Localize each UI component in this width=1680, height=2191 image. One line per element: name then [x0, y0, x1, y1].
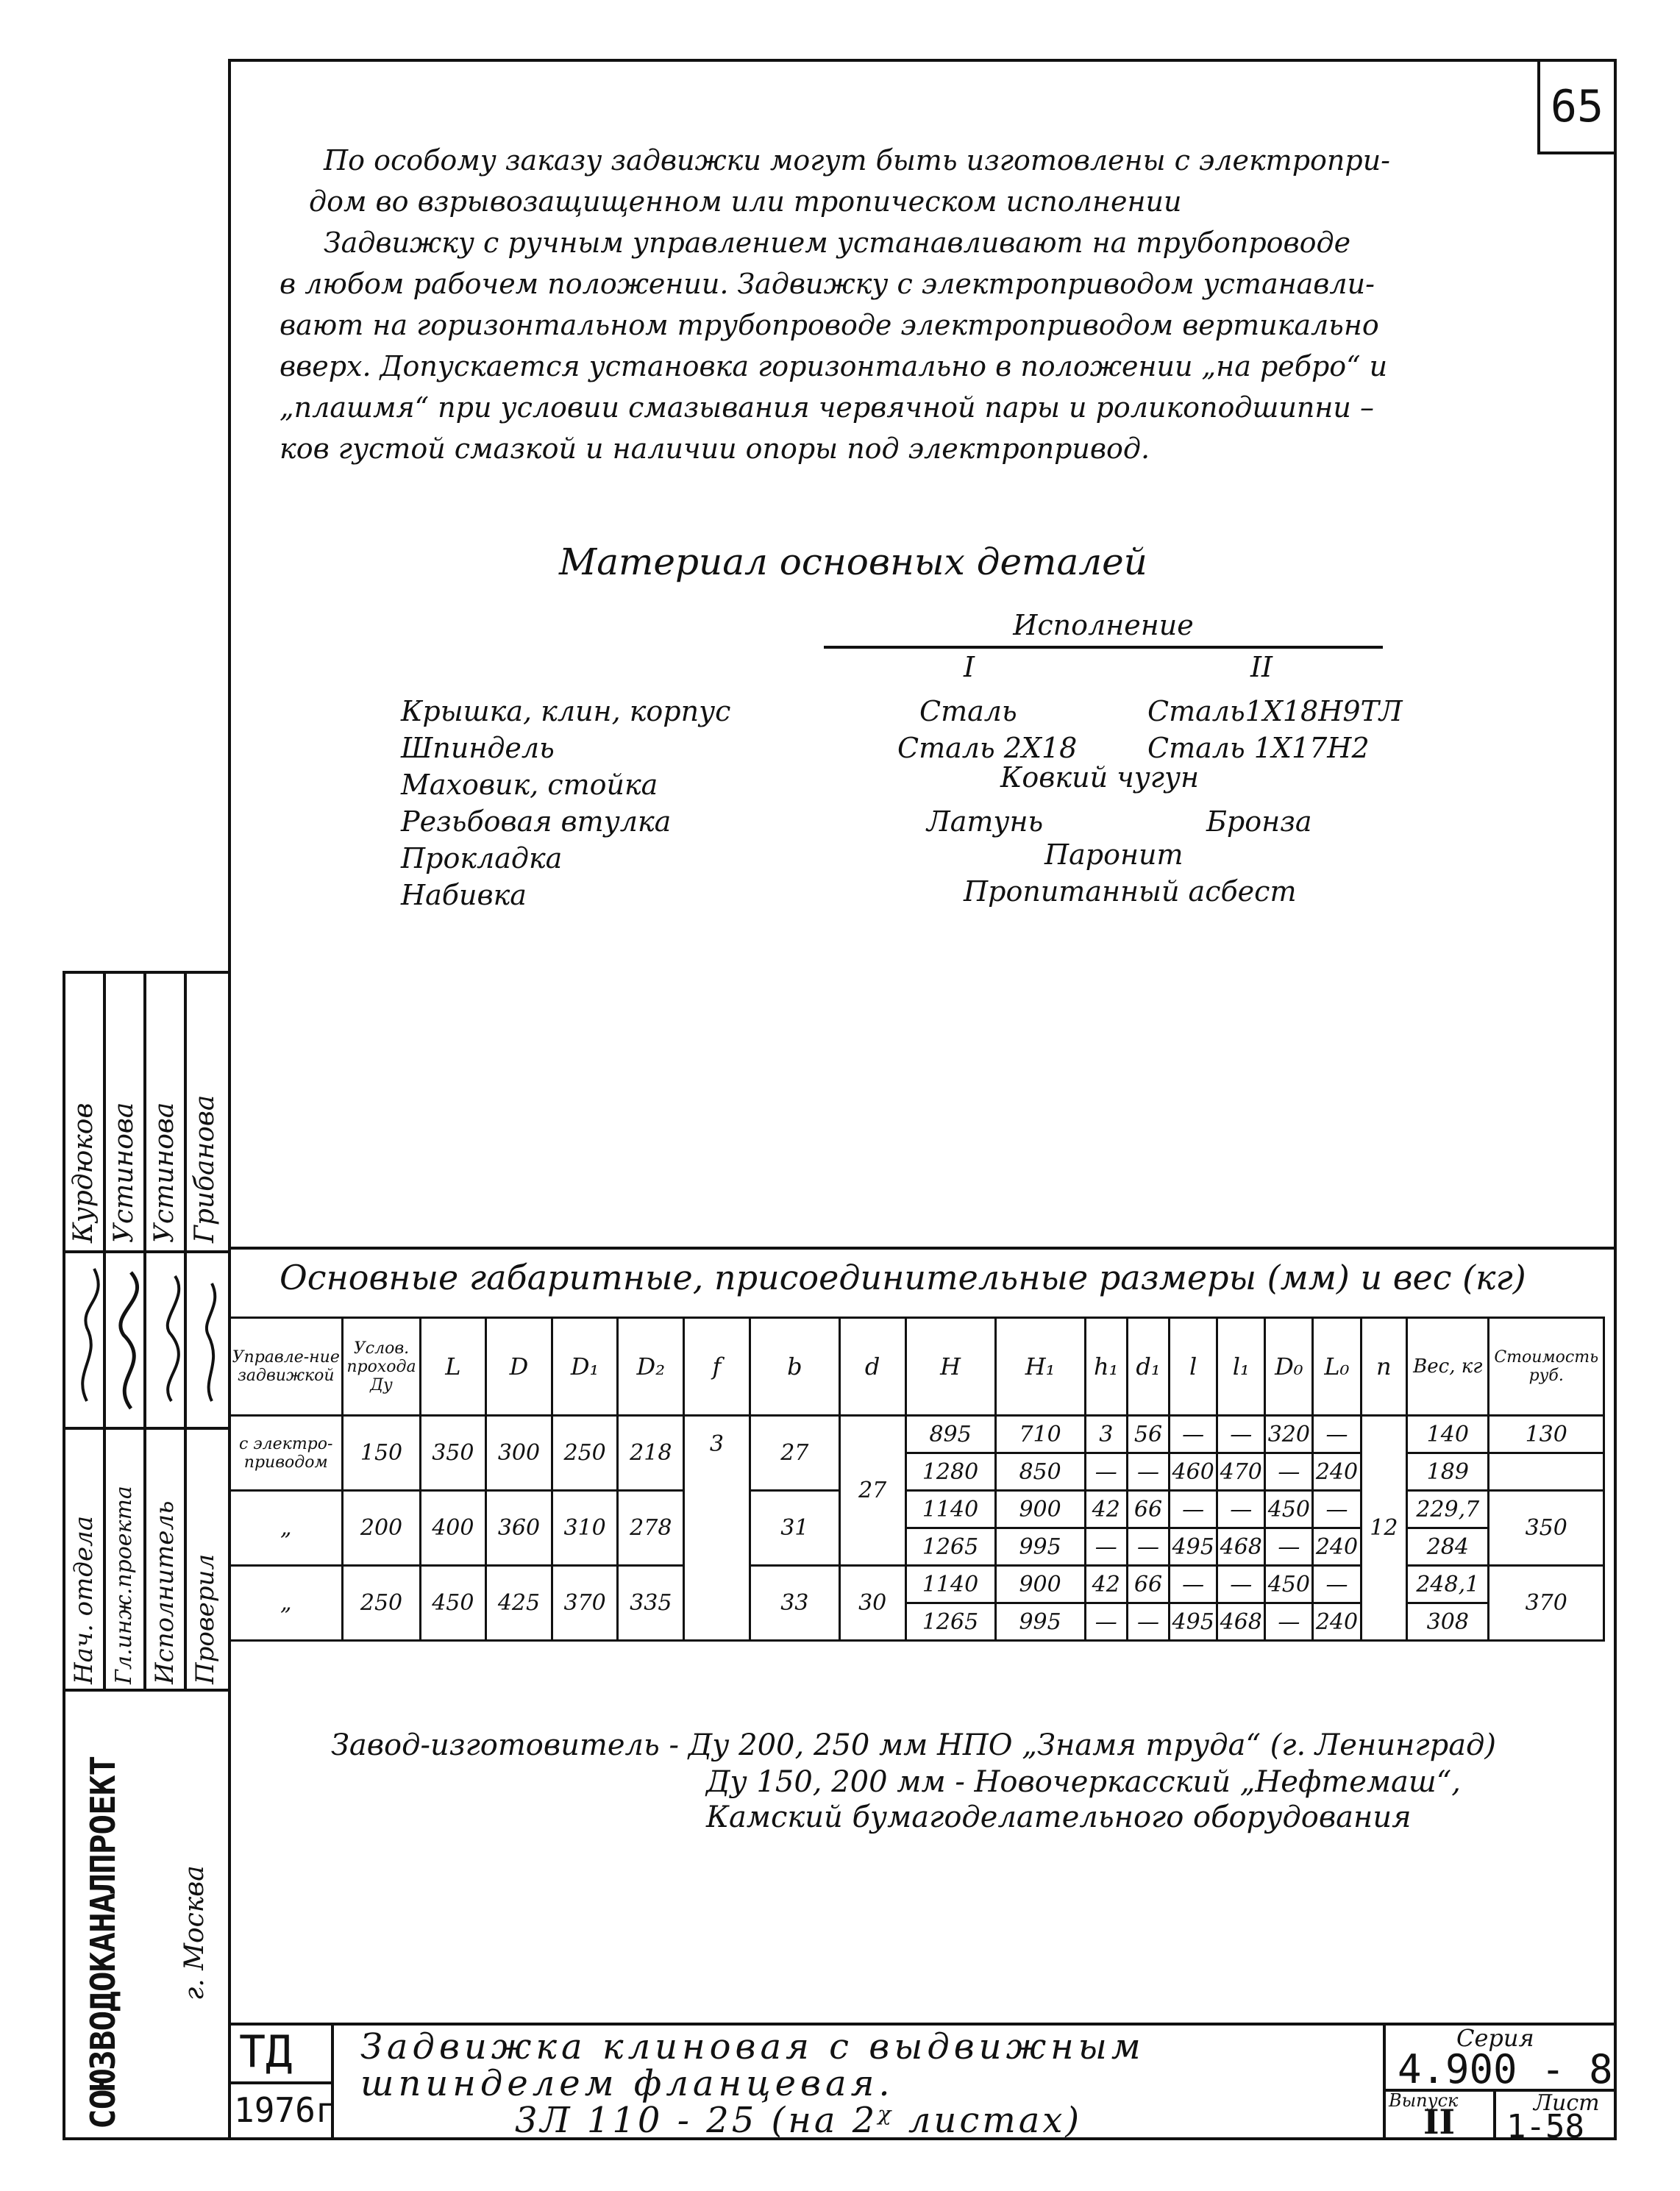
cell-h1: 3	[1085, 1416, 1127, 1453]
cell-weight: 284	[1407, 1528, 1489, 1566]
cell-l1: —	[1217, 1491, 1265, 1528]
cell-weight: 140	[1407, 1416, 1489, 1453]
cell-control: „	[229, 1566, 343, 1641]
th-D: D	[486, 1318, 552, 1416]
cell-l1: —	[1217, 1416, 1265, 1453]
dimensions-table	[228, 1317, 1605, 1642]
th-D2: D₂	[618, 1318, 684, 1416]
stamp-divider	[1493, 2089, 1496, 2140]
th-l1: l₁	[1217, 1318, 1265, 1416]
material-both: Пропитанный асбест	[964, 875, 1297, 908]
cell-d: 27	[839, 1416, 905, 1566]
cell-L0: 240	[1313, 1528, 1361, 1566]
manufacturer-line-1: Завод-изготовитель - Ду 200, 250 мм НПО „Знамя труда“ (г. Ленинград)	[331, 1728, 1497, 1762]
note-line: „плашмя“ при условии смазывания червячной пары и роликоподшипни –	[280, 391, 1374, 424]
note-line: Задвижку с ручным управлением устанавливают на трубопроводе	[324, 227, 1351, 259]
cell-D1: 250	[552, 1416, 618, 1491]
stamp-rule	[228, 2081, 332, 2084]
material-both: Ковкий чугун	[1000, 761, 1200, 794]
cell-d1: —	[1127, 1603, 1169, 1641]
cell-cost: 350	[1489, 1491, 1604, 1566]
material-part: Маховик, стойка	[401, 769, 658, 801]
cell-L0: 240	[1313, 1603, 1361, 1641]
cell-L0: 240	[1313, 1453, 1361, 1491]
series-label: Серия	[1456, 2024, 1534, 2052]
sig-rule	[63, 1250, 231, 1253]
stamp-title-1: Задвижка клиновая с выдвижным	[360, 2026, 1145, 2067]
dims-title: Основные габаритные, присоединительные размеры (мм) и вес (кг)	[280, 1258, 1526, 1297]
cell-h1: 42	[1085, 1566, 1127, 1603]
cell-weight: 229,7	[1407, 1491, 1489, 1528]
th-l: l	[1170, 1318, 1217, 1416]
cell-b: 27	[750, 1416, 839, 1491]
th-D0: D₀	[1265, 1318, 1313, 1416]
cell-L: 400	[420, 1491, 486, 1566]
cell-d: 30	[839, 1566, 905, 1641]
dims-top-rule	[228, 1247, 1617, 1250]
cell-D0: 320	[1265, 1416, 1313, 1453]
series-value: 4.900 - 8	[1398, 2046, 1613, 2092]
stamp-divider	[1383, 2023, 1386, 2140]
th-b: b	[750, 1318, 839, 1416]
stamp-top-rule	[228, 2023, 1617, 2026]
stamp-title-3: 3Л 110 - 25 (на 2ᵡ листах)	[515, 2100, 1083, 2141]
cell-H: 1265	[905, 1528, 995, 1566]
cell-D0: 450	[1265, 1566, 1313, 1603]
cell-control: с электро-приводом	[229, 1416, 343, 1491]
cell-D2: 335	[618, 1566, 684, 1641]
materials-header: Исполнение	[824, 609, 1383, 649]
sig-role: Нач. отдела	[69, 1516, 99, 1684]
cell-D1: 370	[552, 1566, 618, 1641]
cell-d1: 66	[1127, 1491, 1169, 1528]
sig-rule	[63, 1427, 231, 1430]
cell-D0: —	[1265, 1453, 1313, 1491]
note-line: вают на горизонтальном трубопроводе электроприводом вертикально	[280, 309, 1379, 341]
org-name: СОЮЗВОДОКАНАЛПРОЕКТ	[83, 1756, 123, 2129]
cell-l: —	[1170, 1491, 1217, 1528]
th-control: Управле-ние задвижкой	[229, 1318, 343, 1416]
cell-l1: 470	[1217, 1453, 1265, 1491]
cell-H1: 900	[995, 1491, 1085, 1528]
page-number: 65	[1550, 81, 1604, 132]
cell-D2: 278	[618, 1491, 684, 1566]
materials-col2: II	[1250, 651, 1273, 683]
cell-n: 12	[1361, 1416, 1407, 1641]
table-row	[229, 1416, 1604, 1453]
issue-label: Выпуск	[1389, 2090, 1459, 2111]
stamp-year: 1976г	[234, 2090, 336, 2130]
material-part: Резьбовая втулка	[401, 805, 672, 838]
th-dy: Услов. прохода Ду	[343, 1318, 420, 1416]
cell-D0: —	[1265, 1603, 1313, 1641]
cell-dy: 250	[343, 1566, 420, 1641]
sig-role: Гл.инж.проекта	[111, 1486, 137, 1684]
manufacturer-line-2: Ду 150, 200 мм - Новочеркасский „Нефтемаш“,	[706, 1765, 1461, 1799]
manufacturer-line-3: Камский бумагоделательного оборудования	[706, 1800, 1412, 1834]
cell-l: 495	[1170, 1528, 1217, 1566]
cell-weight: 189	[1407, 1453, 1489, 1491]
cell-b: 33	[750, 1566, 839, 1641]
sig-name: Устинова	[149, 1102, 179, 1243]
materials-col1: I	[964, 651, 975, 683]
note-line: По особому заказу задвижки могут быть изготовлены с электропри-	[324, 144, 1391, 177]
materials-title: Материал основных деталей	[559, 541, 1147, 583]
cell-D1: 310	[552, 1491, 618, 1566]
cell-h1: —	[1085, 1453, 1127, 1491]
cell-H1: 995	[995, 1603, 1085, 1641]
sheet-label: Лист	[1534, 2090, 1600, 2116]
th-f: f	[684, 1318, 750, 1416]
cell-dy: 200	[343, 1491, 420, 1566]
cell-d1: —	[1127, 1453, 1169, 1491]
material-v2: Сталь 1Х17Н2	[1147, 732, 1370, 764]
cell-H: 895	[905, 1416, 995, 1453]
cell-weight: 308	[1407, 1603, 1489, 1641]
signatures-image	[65, 1254, 230, 1423]
cell-d1: 66	[1127, 1566, 1169, 1603]
cell-b: 31	[750, 1491, 839, 1566]
note-line: вверх. Допускается установка горизонтально в положении „на ребро“ и	[280, 350, 1388, 382]
cell-h1: —	[1085, 1603, 1127, 1641]
cell-D: 360	[486, 1491, 552, 1566]
th-weight: Вес, кг	[1407, 1318, 1489, 1416]
th-L: L	[420, 1318, 486, 1416]
sig-role: Исполнитель	[150, 1500, 179, 1684]
note-line: дом во взрывозащищенном или тропическом исполнении	[309, 185, 1182, 218]
th-cost: Стоимость руб.	[1489, 1318, 1604, 1416]
cell-L: 450	[420, 1566, 486, 1641]
cell-h1: —	[1085, 1528, 1127, 1566]
cell-cost-empty	[1489, 1453, 1604, 1491]
cell-D0: —	[1265, 1528, 1313, 1566]
th-d1: d₁	[1127, 1318, 1169, 1416]
notes-paragraph	[280, 140, 1574, 469]
sig-name: Курдюков	[68, 1102, 99, 1243]
cell-h1: 42	[1085, 1491, 1127, 1528]
cell-f	[684, 1416, 750, 1641]
material-v2: Бронза	[1206, 805, 1312, 838]
cell-H1: 995	[995, 1528, 1085, 1566]
cell-control: „	[229, 1491, 343, 1566]
cell-l1: 468	[1217, 1528, 1265, 1566]
sheet-value: 1-58	[1506, 2108, 1584, 2145]
cell-dy: 150	[343, 1416, 420, 1491]
note-line: в любом рабочем положении. Задвижку с электроприводом устанавли-	[280, 268, 1375, 300]
cell-l: 495	[1170, 1603, 1217, 1641]
material-part: Набивка	[401, 879, 527, 911]
th-H1: H₁	[995, 1318, 1085, 1416]
cell-d1: 56	[1127, 1416, 1169, 1453]
cell-D2: 218	[618, 1416, 684, 1491]
org-city: г. Москва	[179, 1865, 210, 2001]
cell-l1: —	[1217, 1566, 1265, 1603]
cell-H: 1140	[905, 1566, 995, 1603]
cell-H: 1265	[905, 1603, 995, 1641]
cell-H1: 850	[995, 1453, 1085, 1491]
material-both: Паронит	[1044, 838, 1184, 871]
table-header-row	[229, 1318, 1604, 1416]
cell-l: —	[1170, 1566, 1217, 1603]
cell-d1: —	[1127, 1528, 1169, 1566]
th-h1: h₁	[1085, 1318, 1127, 1416]
cell-L0: —	[1313, 1566, 1361, 1603]
th-d: d	[839, 1318, 905, 1416]
signature-scribble	[65, 1254, 230, 1423]
cell-cost: 130	[1489, 1416, 1604, 1453]
material-part: Крышка, клин, корпус	[401, 695, 731, 727]
material-part: Прокладка	[401, 842, 563, 874]
material-v1: Сталь	[919, 695, 1017, 727]
cell-D: 300	[486, 1416, 552, 1491]
cell-D: 425	[486, 1566, 552, 1641]
cell-l: 460	[1170, 1453, 1217, 1491]
material-v2: Сталь1Х18Н9ТЛ	[1147, 695, 1403, 727]
note-line: ков густой смазкой и наличии опоры под электропривод.	[280, 432, 1150, 465]
th-L0: L₀	[1313, 1318, 1361, 1416]
cell-H: 1140	[905, 1491, 995, 1528]
f-value: 3	[709, 1431, 724, 1457]
cell-L0: —	[1313, 1491, 1361, 1528]
cell-D0: 450	[1265, 1491, 1313, 1528]
material-v1: Сталь 2Х18	[897, 732, 1078, 764]
issue-value: II	[1423, 2102, 1456, 2142]
stamp-title-2: шпинделем фланцевая.	[360, 2063, 894, 2104]
th-H: H	[905, 1318, 995, 1416]
stamp-td: ТД	[239, 2026, 293, 2078]
cell-L0: —	[1313, 1416, 1361, 1453]
cell-H1: 900	[995, 1566, 1085, 1603]
sig-name: Устинова	[109, 1102, 139, 1243]
th-D1: D₁	[552, 1318, 618, 1416]
cell-cost: 370	[1489, 1566, 1604, 1641]
cell-L: 350	[420, 1416, 486, 1491]
cell-H: 1280	[905, 1453, 995, 1491]
sig-role: Проверил	[191, 1553, 220, 1684]
sig-name: Грибанова	[190, 1094, 220, 1243]
material-part: Шпиндель	[401, 732, 555, 764]
th-n: n	[1361, 1318, 1407, 1416]
cell-l1: 468	[1217, 1603, 1265, 1641]
material-v1: Латунь	[927, 805, 1044, 838]
cell-l: —	[1170, 1416, 1217, 1453]
cell-weight: 248,1	[1407, 1566, 1489, 1603]
cell-H1: 710	[995, 1416, 1085, 1453]
